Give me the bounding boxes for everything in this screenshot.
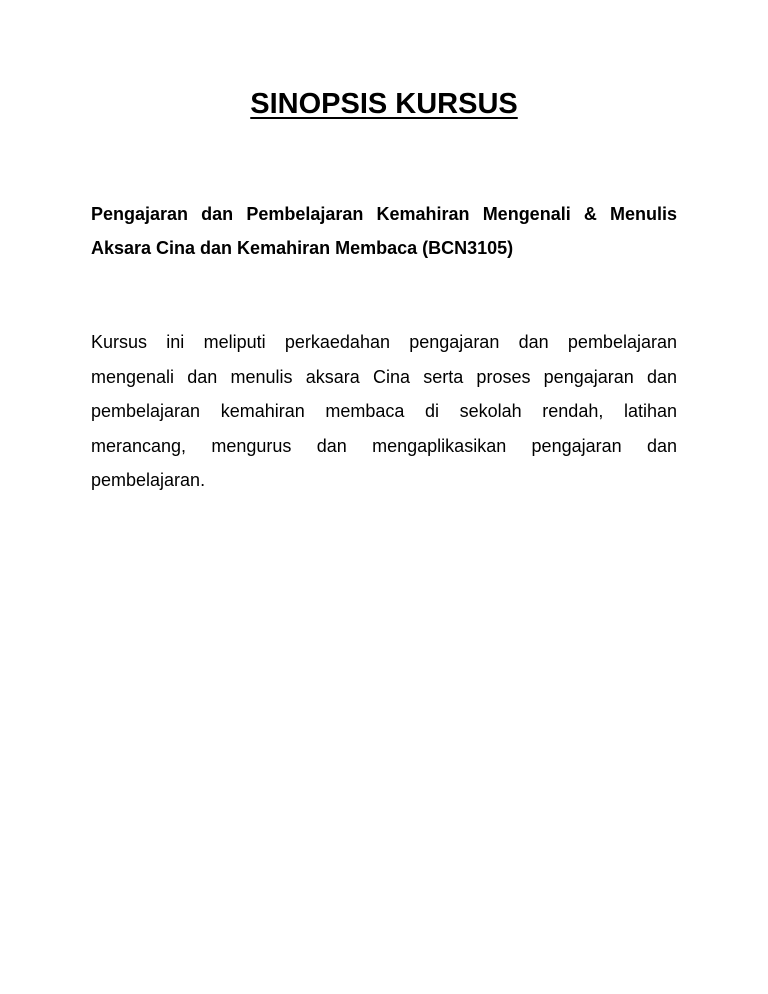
synopsis-paragraph: Kursus ini meliputi perkaedahan pengajaran dan pembelajaran mengenali dan menulis aksara Cina serta proses pengajaran dan pembelajaran kemahiran membaca di sekolah rendah, latihan merancang, mengurus dan mengaplikasikan pengajaran dan pembelajaran. bbox=[91, 332, 677, 490]
page-title: SINOPSIS KURSUS bbox=[250, 88, 518, 120]
course-heading: Pengajaran dan Pembelajaran Kemahiran Mengenali & Menulis Aksara Cina dan Kemahiran Membaca (BCN3105) bbox=[91, 204, 677, 258]
